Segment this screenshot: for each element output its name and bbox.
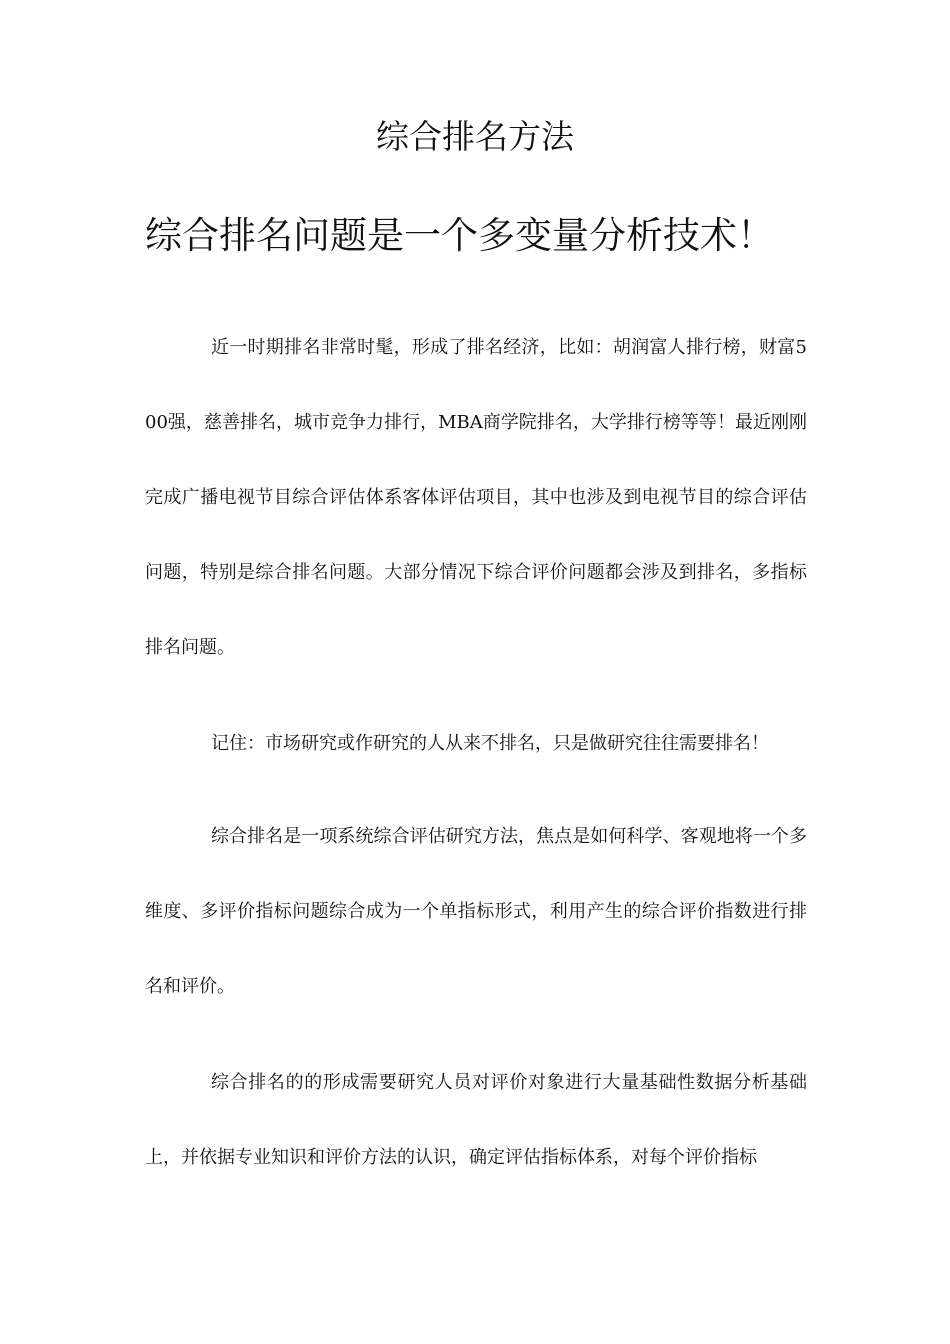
paragraph-formation: 综合排名的的形成需要研究人员对评价对象进行大量基础性数据分析基础上，并依据专业知识和评价方法的认识，确定评估指标体系，对每个评价指标 [145,1072,807,1168]
paragraph-definition: 综合排名是一项系统综合评估研究方法，焦点是如何科学、客观地将一个多维度、多评价指标问题综合成为一个单指标形式，利用产生的综合评价指数进行排名和评价。 [145,826,807,997]
document-subtitle: 综合排名问题是一个多变量分析技术！ [145,214,774,257]
paragraph-remember: 记住：市场研究或作研究的人从来不排名，只是做研究往往需要排名！ [211,733,769,754]
document-title: 综合排名方法 [376,117,574,156]
paragraph-ranking-trend: 近一时期排名非常时髦，形成了排名经济，比如：胡润富人排行榜，财富500强，慈善排名，城市竞争力排行，MBA商学院排名，大学排行榜等等！最近刚刚完成广播电视节目综合评估体系客体评估项目，其中也涉及到电视节目的综合评估问题，特别是综合排名问题。大部分情况下综合评价问题都会涉及到排名，多指标排名问题。 [145,337,807,658]
